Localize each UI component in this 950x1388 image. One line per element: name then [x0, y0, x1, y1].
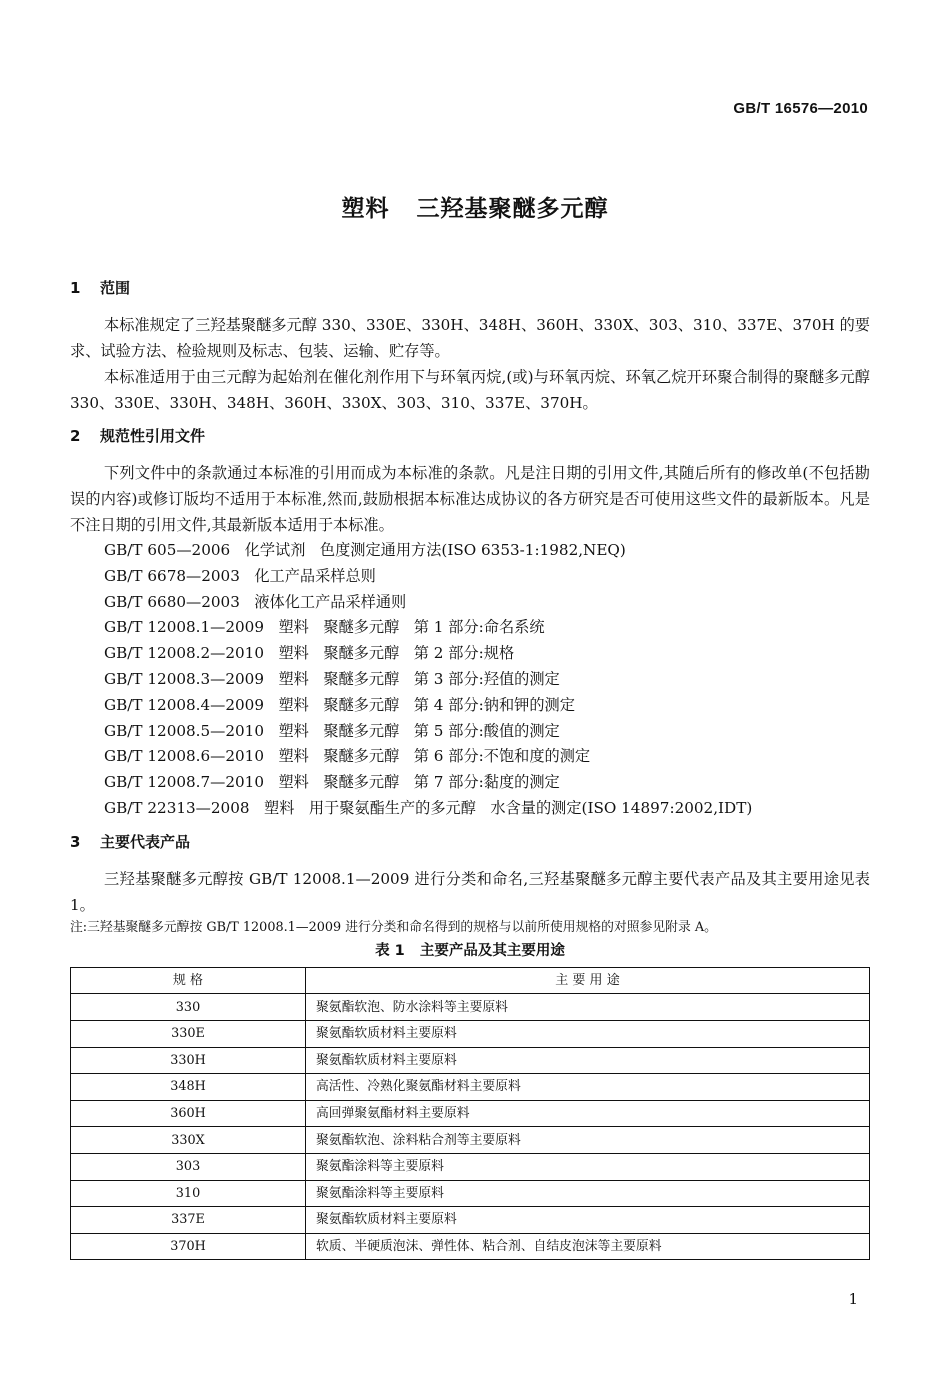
- cell-spec: 330E: [71, 1020, 306, 1047]
- section-title: 规范性引用文件: [100, 427, 206, 445]
- table-row: [71, 1020, 870, 1047]
- section-1-paragraph: 本标准适用于由三元醇为起始剂在催化剂作用下与环氧丙烷,(或)与环氧丙烷、环氧乙烷开环聚合制得的聚醚多元醇 330、330E、330H、348H、360H、330X、303、310、337E、370H。: [70, 368, 870, 412]
- reference-item: GB/T 12008.6—2010 塑料 聚醚多元醇 第 6 部分:不饱和度的测定: [104, 747, 591, 766]
- table-row: [71, 994, 870, 1021]
- cell-use: 聚氨酯软质材料主要原料: [306, 1047, 870, 1074]
- section-3-note: 注:三羟基聚醚多元醇按 GB/T 12008.1—2009 进行分类和命名得到的规格与以前所使用规格的对照参见附录 A。: [70, 919, 717, 935]
- table-row: [71, 1153, 870, 1180]
- reference-item: GB/T 12008.4—2009 塑料 聚醚多元醇 第 4 部分:钠和钾的测定: [104, 695, 575, 714]
- table-row: [71, 1233, 870, 1260]
- section-title: 主要代表产品: [100, 832, 191, 851]
- cell-use: 软质、半硬质泡沫、弹性体、粘合剂、自结皮泡沫等主要原料: [306, 1233, 870, 1260]
- cell-spec: 370H: [71, 1233, 306, 1260]
- table-row: [71, 1100, 870, 1127]
- reference-item: GB/T 12008.5—2010 塑料 聚醚多元醇 第 5 部分:酸值的测定: [104, 721, 560, 740]
- document-body: [70, 276, 870, 1260]
- section-title: 范围: [100, 279, 131, 297]
- section-1-heading: [70, 276, 870, 300]
- cell-use: 聚氨酯涂料等主要原料: [306, 1180, 870, 1207]
- table-row: [71, 1180, 870, 1207]
- table-caption: 表 1 主要产品及其主要用途: [375, 942, 565, 959]
- cell-use: 聚氨酯软泡、防水涂料等主要原料: [306, 994, 870, 1021]
- cell-use: 高回弹聚氨酯材料主要原料: [306, 1100, 870, 1127]
- page-number: 1: [848, 1290, 858, 1308]
- column-header-spec: 规 格: [71, 967, 306, 994]
- reference-item: GB/T 605—2006 化学试剂 色度测定通用方法(ISO 6353-1:1982,NEQ): [104, 541, 626, 559]
- section-2-heading: [70, 424, 870, 448]
- cell-spec: 330: [71, 994, 306, 1021]
- cell-spec: 330H: [71, 1047, 306, 1074]
- section-2-intro: 下列文件中的条款通过本标准的引用而成为本标准的条款。凡是注日期的引用文件,其随后所有的修改单(不包括勘误的内容)或修订版均不适用于本标准,然而,鼓励根据本标准达成协议的各方研究是否可使用这些文件的最新版本。凡是不注日期的引用文件,其最新版本适用于本标准。: [70, 464, 870, 534]
- cell-spec: 303: [71, 1153, 306, 1180]
- table-row: [71, 1074, 870, 1101]
- section-3-paragraph: 三羟基聚醚多元醇按 GB/T 12008.1—2009 进行分类和命名,三羟基聚醚多元醇主要代表产品及其主要用途见表 1。: [70, 869, 870, 914]
- cell-spec: 310: [71, 1180, 306, 1207]
- table-row: [71, 1207, 870, 1234]
- cell-use: 聚氨酯软质材料主要原料: [306, 1020, 870, 1047]
- document-title: 塑料 三羟基聚醚多元醇: [341, 196, 609, 222]
- reference-item: GB/T 6680—2003 液体化工产品采样通则: [104, 592, 407, 611]
- cell-spec: 348H: [71, 1074, 306, 1101]
- cell-use: 聚氨酯软质材料主要原料: [306, 1207, 870, 1234]
- reference-item: GB/T 22313—2008 塑料 用于聚氨酯生产的多元醇 水含量的测定(ISO 14897:2002,IDT): [104, 798, 753, 817]
- column-header-use: 主 要 用 途: [306, 967, 870, 994]
- table-row: [71, 1127, 870, 1154]
- table-row: [71, 1047, 870, 1074]
- reference-item: GB/T 12008.1—2009 塑料 聚醚多元醇 第 1 部分:命名系统: [104, 618, 545, 637]
- reference-item: GB/T 6678—2003 化工产品采样总则: [104, 566, 376, 585]
- cell-spec: 337E: [71, 1207, 306, 1234]
- section-number: 2: [70, 427, 81, 445]
- reference-item: GB/T 12008.7—2010 塑料 聚醚多元醇 第 7 部分:黏度的测定: [104, 773, 560, 792]
- section-1-paragraph: 本标准规定了三羟基聚醚多元醇 330、330E、330H、348H、360H、330X、303、310、337E、370H 的要求、试验方法、检验规则及标志、包装、运输、贮存等。: [70, 316, 870, 360]
- cell-spec: 360H: [71, 1100, 306, 1127]
- cell-use: 聚氨酯涂料等主要原料: [306, 1153, 870, 1180]
- cell-spec: 330X: [71, 1127, 306, 1154]
- reference-item: GB/T 12008.3—2009 塑料 聚醚多元醇 第 3 部分:羟值的测定: [104, 669, 560, 688]
- table-header-row: [71, 967, 870, 994]
- section-3-heading: [70, 830, 870, 854]
- section-number: 1: [70, 279, 81, 297]
- standard-code: GB/T 16576—2010: [733, 100, 868, 117]
- products-table: [70, 967, 870, 1261]
- section-number: 3: [70, 832, 81, 851]
- reference-list: [70, 538, 870, 822]
- reference-item: GB/T 12008.2—2010 塑料 聚醚多元醇 第 2 部分:规格: [104, 644, 515, 663]
- cell-use: 高活性、冷熟化聚氨酯材料主要原料: [306, 1074, 870, 1101]
- cell-use: 聚氨酯软泡、涂料粘合剂等主要原料: [306, 1127, 870, 1154]
